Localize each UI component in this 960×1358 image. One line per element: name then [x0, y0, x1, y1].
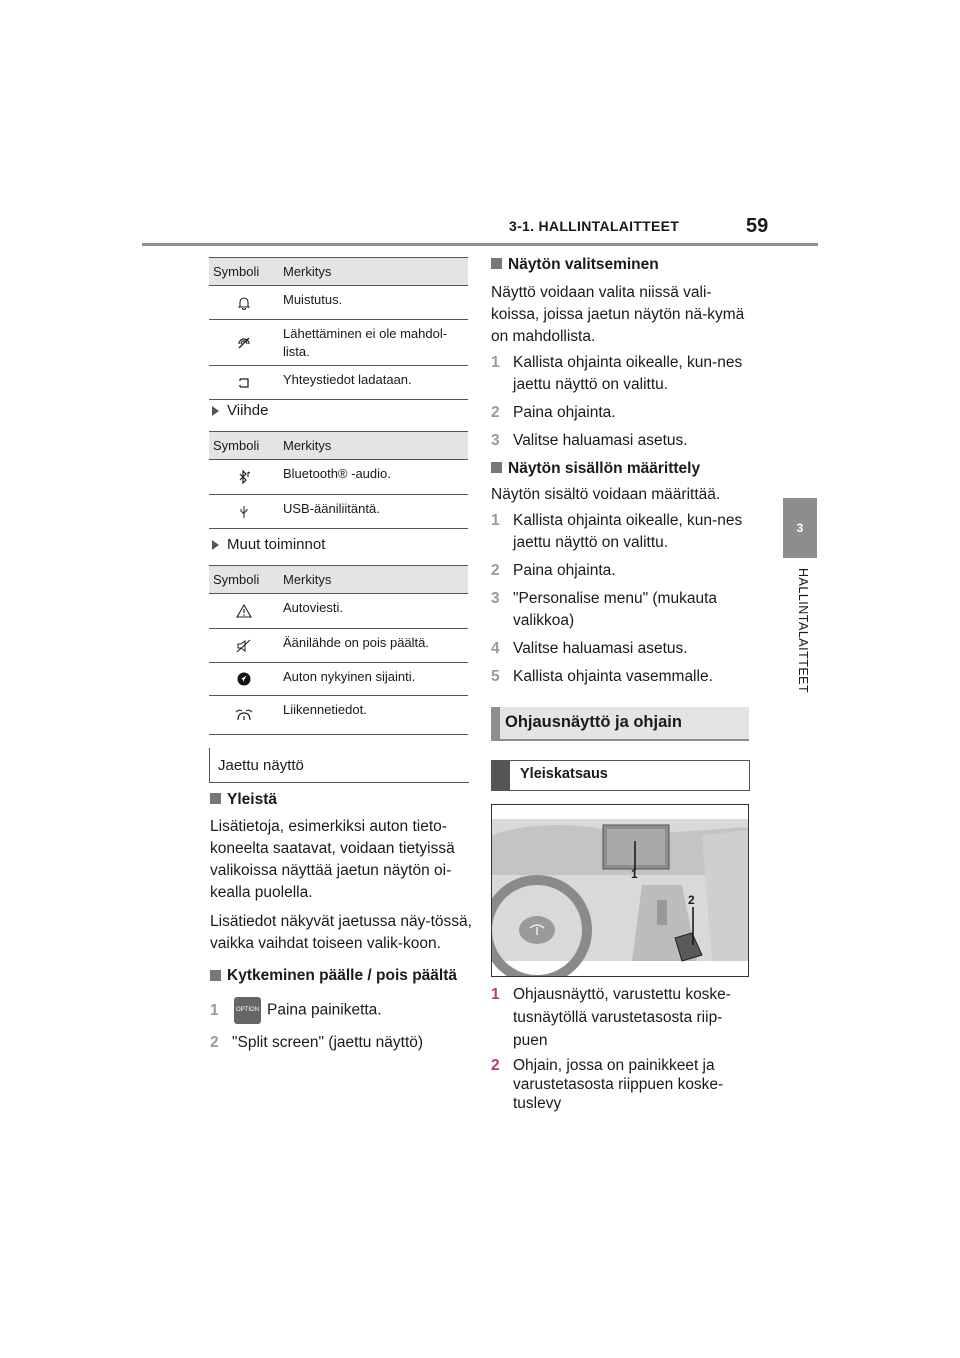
table-cell: Autoviesti.	[283, 600, 343, 615]
legend-item	[491, 983, 749, 1052]
step-number: 1	[491, 512, 500, 529]
step-1	[491, 352, 749, 396]
jaettu-heading-box	[209, 748, 469, 783]
step-number: 3	[491, 432, 500, 449]
sisallon-intro: Näytön sisältö voidaan määrittää.	[491, 486, 721, 503]
yleista-paragraph-2: Lisätiedot näkyvät jaetussa näy-tössä, vaikka vaihdat toiseen valik-koon.	[210, 913, 472, 952]
sisallon-title: Näytön sisällön määrittely	[508, 460, 701, 477]
dashboard-figure	[491, 804, 749, 977]
table-row	[209, 286, 468, 320]
step-text: Valitse haluamasi asetus.	[513, 640, 688, 657]
step-number: 3	[491, 590, 500, 607]
figure-legend	[491, 983, 749, 1113]
legend-item	[491, 1056, 749, 1113]
step-text: Paina ohjainta.	[513, 404, 616, 421]
triangle-bullet-icon	[212, 540, 219, 550]
col-symbol: Symboli	[213, 264, 260, 279]
location-icon	[209, 663, 279, 695]
table-row	[209, 696, 468, 735]
legend-number: 1	[491, 986, 500, 1003]
step-number: 2	[491, 404, 500, 421]
warning-icon	[209, 594, 279, 628]
heading-bar	[491, 707, 500, 739]
bell-icon	[209, 286, 279, 319]
chapter-tab[interactable]: 3	[783, 498, 817, 558]
col-symbol: Symboli	[213, 438, 260, 453]
chapter-label	[786, 568, 816, 728]
legend-text: Ohjausnäyttö, varustettu koske-tusnäytöllä varustetasosta riip-puen	[513, 986, 731, 1049]
step-text: Kallista ohjainta oikealle, kun-nes jaettu näyttö on valittu.	[513, 354, 743, 393]
step-number: 4	[491, 640, 500, 657]
step-2	[210, 1032, 472, 1054]
valitseminen-title: Näytön valitseminen	[508, 256, 659, 273]
symbol-table-3	[209, 565, 468, 735]
section-viihde	[212, 402, 268, 419]
chapter-label-text: HALLINTALAITTEET	[796, 568, 810, 694]
table-cell: Bluetooth® -audio.	[283, 466, 391, 481]
step-text: Kallista ohjainta oikealle, kun-nes jaettu näyttö on valittu.	[513, 512, 743, 551]
table-row	[209, 460, 468, 495]
col-meaning: Merkitys	[283, 572, 332, 587]
heading-bar	[492, 761, 510, 790]
col-meaning: Merkitys	[283, 264, 332, 279]
figure-label-1: 1	[631, 867, 638, 881]
step-text: "Personalise menu" (mukauta valikkoa)	[513, 590, 717, 629]
step-3	[491, 430, 749, 452]
valitseminen-intro: Näyttö voidaan valita niissä vali-koissa, joissa jaetun näytön nä-kymä on mahdollista.	[491, 284, 745, 345]
section-muut	[212, 536, 325, 553]
triangle-bullet-icon	[212, 406, 219, 416]
valitseminen-section	[491, 254, 749, 688]
table-cell: Liikennetiedot.	[283, 702, 367, 717]
step-1	[210, 997, 472, 1024]
kytkeminen-heading	[210, 965, 472, 987]
jaettu-heading: Jaettu näyttö	[218, 757, 304, 774]
step-number: 5	[491, 668, 500, 685]
yleista-section	[210, 789, 472, 1054]
step-3	[491, 588, 749, 632]
step-text: Paina painiketta.	[267, 1001, 382, 1019]
table-cell: Yhteystiedot ladataan.	[283, 372, 412, 387]
kytkeminen-title: Kytkeminen päälle / pois päältä	[227, 967, 457, 984]
square-bullet-icon	[210, 793, 221, 804]
bluetooth-audio-icon	[209, 460, 279, 494]
yleista-heading	[210, 789, 472, 811]
step-number: 2	[210, 1034, 219, 1051]
step-text: Valitse haluamasi asetus.	[513, 432, 688, 449]
table-header	[209, 565, 468, 594]
table-row	[209, 594, 468, 629]
table-header	[209, 257, 468, 286]
traffic-icon	[209, 696, 279, 734]
yleiskatsaus-heading: Yleiskatsaus	[520, 766, 608, 782]
section-label: Muut toiminnot	[227, 536, 326, 553]
table-row	[209, 366, 468, 400]
table-row	[209, 320, 468, 366]
square-bullet-icon	[491, 462, 502, 473]
symbol-table-2	[209, 431, 468, 529]
mute-icon	[209, 629, 279, 662]
table-row	[209, 495, 468, 529]
yleista-title: Yleistä	[227, 791, 277, 808]
yleista-paragraph-1: Lisätietoja, esimerkiksi auton tieto-koneelta saatavat, voidaan tietyissä valikoissa näyttää jaetun näytön oi-kealla puolella.	[210, 818, 455, 901]
table-header	[209, 431, 468, 460]
section-header: 3-1. HALLINTALAITTEET	[509, 218, 680, 234]
step-2	[491, 560, 749, 582]
square-bullet-icon	[210, 970, 221, 981]
legend-text: Ohjain, jossa on painikkeet ja varustetasosta riippuen koske-tuslevy	[513, 1057, 724, 1112]
table-cell: Äänilähde on pois päältä.	[283, 635, 430, 650]
step-text: Paina ohjainta.	[513, 562, 616, 579]
contacts-loading-icon	[209, 366, 279, 399]
step-1	[491, 510, 749, 554]
step-text: "Split screen" (jaettu näyttö)	[232, 1034, 424, 1051]
valitseminen-heading	[491, 254, 749, 276]
yleiskatsaus-heading-box	[491, 760, 750, 791]
no-send-icon	[209, 320, 279, 365]
table-cell: USB-ääniliitäntä.	[283, 501, 380, 516]
step-number: 2	[491, 562, 500, 579]
table-row	[209, 629, 468, 663]
table-row	[209, 663, 468, 696]
col-symbol: Symboli	[213, 572, 260, 587]
header-rule	[142, 243, 818, 246]
table-cell: Muistutus.	[283, 292, 343, 307]
usb-icon	[209, 495, 279, 528]
step-text: Kallista ohjainta vasemmalle.	[513, 668, 713, 685]
table-cell: Auton nykyinen sijainti.	[283, 669, 416, 684]
step-5	[491, 666, 749, 688]
step-2	[491, 402, 749, 424]
page-number: 59	[746, 215, 769, 237]
symbol-table-1	[209, 257, 468, 400]
col-meaning: Merkitys	[283, 438, 332, 453]
dashboard-illustration	[492, 805, 748, 976]
step-4	[491, 638, 749, 660]
ohjaus-heading-box	[491, 707, 749, 741]
step-number: 1	[491, 354, 500, 371]
step-number: 1	[210, 1001, 219, 1019]
sisallon-heading	[491, 458, 749, 480]
legend-number: 2	[491, 1057, 500, 1074]
table-cell: Lähettäminen ei ole mahdol-lista.	[283, 326, 448, 359]
ohjaus-heading: Ohjausnäyttö ja ohjain	[505, 713, 682, 731]
square-bullet-icon	[491, 258, 502, 269]
figure-label-2: 2	[688, 893, 695, 907]
section-label: Viihde	[227, 402, 269, 419]
option-button-icon[interactable]: OPTION	[234, 997, 261, 1024]
